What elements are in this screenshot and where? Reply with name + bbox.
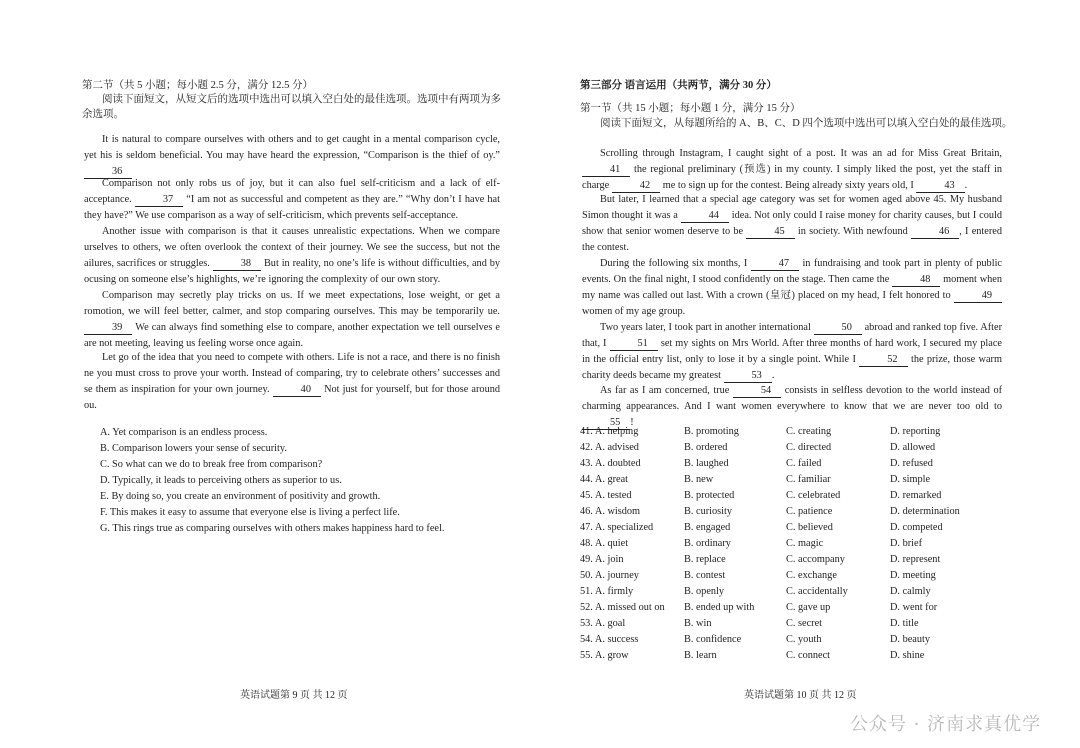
paragraph-1	[84, 132, 500, 180]
paragraph-text: We can always find something else to compare, another expectation we tell ourselves e are not meeting, leaving us feeling worse once again.	[84, 322, 500, 349]
answer-row-48: 48. A. quiet B. ordinary C. magic D. brief	[580, 538, 923, 549]
section-title: 第一节（共 15 小题；每小题 1 分，满分 15 分）	[580, 103, 801, 114]
paragraph-text: , I entered the contest.	[582, 226, 1002, 253]
answer-row-50: 50. A. journey B. contest C. exchange D. meeting	[580, 570, 936, 581]
paragraph-text: During the following six months, I	[600, 258, 748, 269]
paragraph-text: Two years later, I took part in another international	[600, 322, 811, 333]
blank-49: 49	[954, 290, 1002, 303]
paragraph-text: the prize, those warm charity deeds became my greatest	[582, 354, 1002, 381]
blank-47: 47	[751, 258, 799, 271]
blank-55: 55	[582, 417, 630, 430]
option-c: C. So what can we do to break free from comparison?	[100, 459, 323, 470]
answer-row-51: 51. A. firmly B. openly C. accidentally D. calmly	[580, 586, 931, 597]
blank-38: 38	[213, 258, 261, 271]
answer-row-54: 54. A. success B. confidence C. youth D. beauty	[580, 634, 931, 645]
blank-44: 44	[681, 210, 729, 223]
page-footer: 英语试题第 9 页 共 12 页	[240, 690, 348, 701]
answer-row-55: 55. A. grow B. learn C. connect D. shine	[580, 650, 925, 661]
paragraph-text: But later, I learned that a special age category was set for women aged above 45. My husband Simon thought it was a	[582, 194, 1002, 221]
section-title: 第二节（共 5 小题；每小题 2.5 分，满分 12.5 分）	[82, 80, 313, 91]
option-b: B. Comparison lowers your sense of security.	[100, 443, 287, 454]
answer-row-43: 43. A. doubted B. laughed C. failed D. refused	[580, 458, 933, 469]
blank-53: 53	[724, 370, 772, 383]
paragraph-text: women of my age group.	[582, 306, 686, 317]
paragraph-text: moment when my name was called out last. With a crown (皇冠) placed on my head, I felt honored to	[582, 274, 1003, 301]
paragraph-text: .	[964, 180, 968, 191]
blank-41: 41	[582, 164, 630, 177]
blank-39: 39	[84, 322, 132, 335]
right-page	[540, 0, 1080, 748]
paragraph-text: Comparison may secretly play tricks on us. If we meet expectations, lose weight, or get a romotion, we will feel better, calmer, and stop comparing ourselves. This may be temporarily ue.	[84, 290, 500, 317]
blank-36: 36	[84, 166, 132, 179]
paragraph-text: consists in selfless devotion to the world instead of charming appearances. And I want women everywhere to know that we are never too old to	[582, 385, 1003, 412]
paragraph-text: abroad and ranked top five. After that, I	[582, 322, 1003, 349]
part-title: 第三部分 语言运用（共两节，满分 30 分）	[580, 80, 777, 91]
paragraph-2	[84, 176, 500, 224]
blank-51: 51	[610, 338, 658, 351]
paragraph-1	[582, 146, 1002, 194]
paragraph-5	[582, 383, 1002, 431]
blank-43: 43	[916, 180, 964, 193]
paragraph-text: !	[630, 417, 634, 428]
paragraph-text: .	[771, 370, 775, 381]
option-d: D. Typically, it leads to perceiving others as superior to us.	[100, 475, 342, 486]
answer-row-49: 49. A. join B. replace C. accompany D. represent	[580, 554, 941, 565]
paragraph-text: As far as I am concerned, true	[600, 385, 730, 396]
paragraph-text: But in reality, no one’s life is without difficulties, and by ocusing on someone else’s highlights, we’re ignoring the complexity of our own story.	[84, 258, 501, 285]
answer-row-45: 45. A. tested B. protected C. celebrated D. remarked	[580, 490, 942, 501]
answer-row-41: 41. A. helping B. promoting C. creating D. reporting	[580, 426, 941, 437]
blank-48: 48	[892, 274, 940, 287]
answer-row-42: 42. A. advised B. ordered C. directed D. allowed	[580, 442, 936, 453]
answer-row-53: 53. A. goal B. win C. secret D. title	[580, 618, 919, 629]
paragraph-2	[582, 192, 1002, 256]
paragraph-text: Not just for yourself, but for those around ou.	[84, 384, 501, 411]
instructions: 阅读下面短文，从每题所给的 A、B、C、D 四个选项中选出可以填入空白处的最佳选项。	[600, 118, 1013, 129]
paragraph-text: “I am not as successful and competent as they are.” “Why don’t I have hat they have?” We use comparison as a way of self-criticism, which prevents self-acceptance.	[84, 194, 500, 221]
paragraph-4	[84, 288, 500, 352]
paragraph-text: Comparison not only robs us of joy, but it can also fuel self-criticism and a lack of elf-acceptance.	[84, 178, 500, 205]
paragraph-text: Let go of the idea that you need to compete with others. Life is not a race, and there is no finish ne you must cross to prove your worth. Instead of comparing, try to celebrate others’ successes and se them as inspiration for your own journey.	[84, 352, 500, 395]
blank-54: 54	[733, 385, 781, 398]
option-g: G. This rings true as comparing ourselves with others makes happiness hard to feel.	[100, 523, 445, 534]
blank-46: 46	[911, 226, 959, 239]
paragraph-text: Scrolling through Instagram, I caught sight of a post. It was an ad for Miss Great Britain,	[600, 148, 1002, 159]
blank-40: 40	[273, 384, 321, 397]
page-footer: 英语试题第 10 页 共 12 页	[744, 690, 857, 701]
paragraph-text: It is natural to compare ourselves with others and to get caught in a mental comparison cycle, yet his is seldom beneficial. You may have heard the expression, “Comparison is the thief of oy.”	[84, 134, 500, 161]
answer-row-46: 46. A. wisdom B. curiosity C. patience D. determination	[580, 506, 960, 517]
answer-row-44: 44. A. great B. new C. familiar D. simple	[580, 474, 931, 485]
paragraph-text: set my sights on Mrs World. After three months of hard work, I secured my place in the official entry list, only to lose it by a single point. While I	[582, 338, 1002, 365]
paragraph-text: Another issue with comparison is that it causes unrealistic expectations. When we compare urselves to others, we often overlook the context of their journey. We see the success, but not the ailures, sacrifices or struggles.	[84, 226, 500, 269]
paragraph-text: in society. With newfound	[797, 226, 908, 237]
paragraph-5	[84, 350, 500, 414]
paragraph-text: idea. Not only could I raise money for charity causes, but I could show that senior women deserve to be	[582, 210, 1002, 237]
blank-45: 45	[746, 226, 794, 239]
paragraph-3	[582, 256, 1002, 320]
paragraph-4	[582, 320, 1002, 384]
watermark: 公众号 · 济南求真优学	[850, 714, 1042, 735]
paragraph-text: me to sign up for the contest. Being already sixty years old, I	[662, 180, 914, 191]
blank-52: 52	[859, 354, 907, 367]
answer-row-52: 52. A. missed out on B. ended up with C. gave up D. went for	[580, 602, 938, 613]
paragraph-text: the regional preliminary (预选) in my county. I simply liked the post, yet the staff in charge	[582, 164, 1002, 191]
blank-42: 42	[612, 180, 660, 193]
blank-37: 37	[135, 194, 183, 207]
paragraph-text: in fundraising and took part in plenty of public events. On the final night, I stood confidently on the stage. Then came the	[582, 258, 1002, 285]
option-a: A. Yet comparison is an endless process.	[100, 427, 268, 438]
option-e: E. By doing so, you create an environment of positivity and growth.	[100, 491, 381, 502]
option-f: F. This makes it easy to assume that everyone else is living a perfect life.	[100, 507, 400, 518]
blank-50: 50	[814, 322, 862, 335]
paragraph-3	[84, 224, 500, 288]
instructions: 阅读下面短文，从短文后的选项中选出可以填入空白处的最佳选项。选项中有两项为多余选项。	[82, 94, 501, 120]
answer-row-47: 47. A. specialized B. engaged C. believed D. competed	[580, 522, 943, 533]
